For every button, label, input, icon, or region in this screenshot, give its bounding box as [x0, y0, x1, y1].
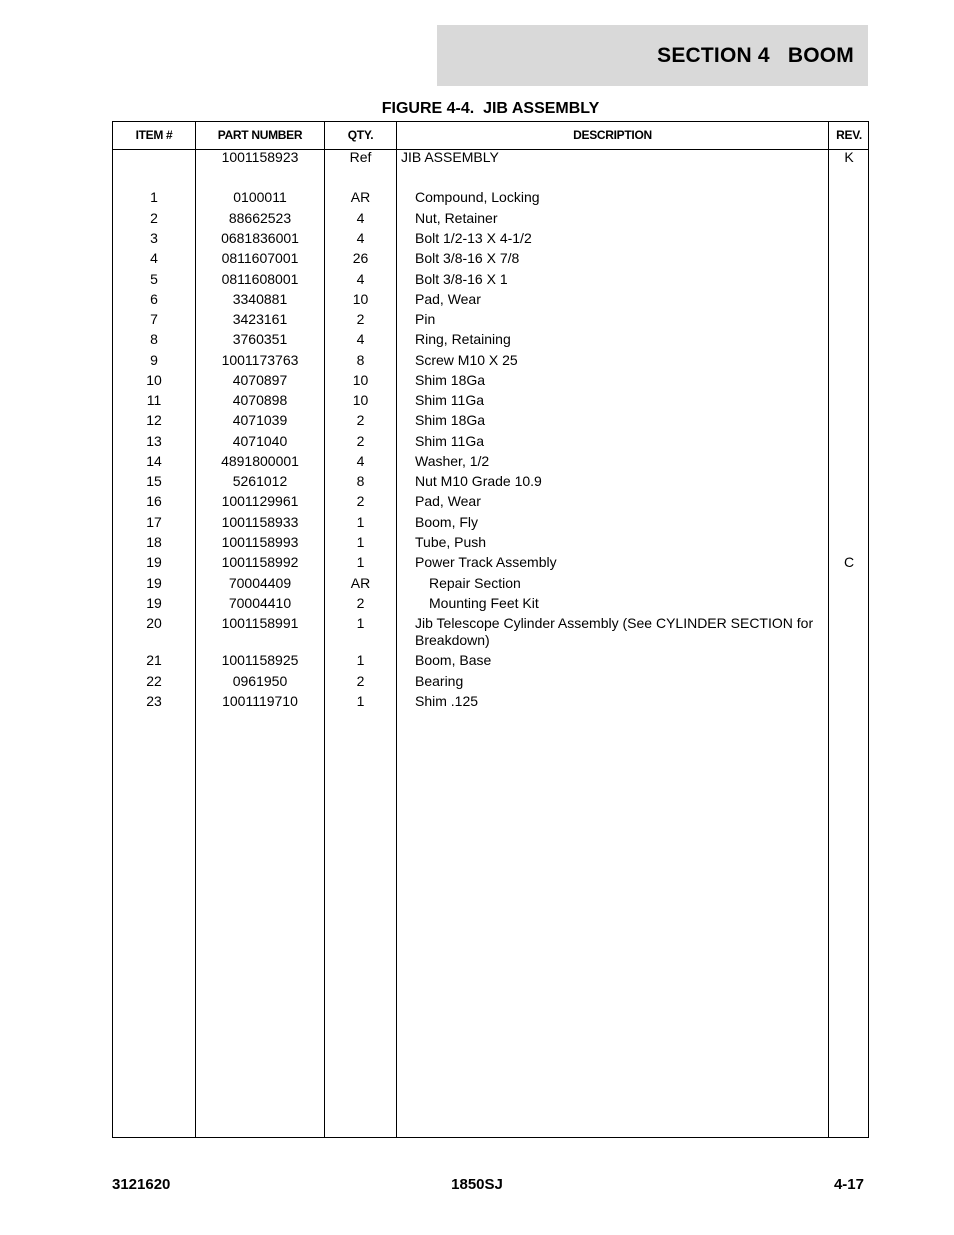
part-number: 1001158993: [221, 534, 299, 550]
item-number: 19: [146, 554, 162, 570]
item-number: 17: [146, 514, 162, 530]
quantity: 4: [356, 230, 365, 246]
quantity: Ref: [349, 149, 372, 165]
description: Bearing: [415, 673, 464, 689]
part-number: 0811607001: [221, 250, 299, 266]
description: Pad, Wear: [415, 493, 481, 509]
item-number: 19: [146, 595, 162, 611]
description: Compound, Locking: [415, 189, 540, 205]
item-number: 19: [146, 575, 162, 591]
quantity: 1: [356, 534, 365, 550]
item-number: 13: [146, 433, 162, 449]
section-title: SECTION 4 BOOM: [657, 43, 854, 67]
footer-page-number: 4-17: [833, 1176, 864, 1193]
description: Pin: [415, 311, 436, 327]
header-description: DESCRIPTION: [573, 128, 652, 142]
item-number: 18: [146, 534, 162, 550]
column-divider: [396, 122, 397, 1137]
description: Screw M10 X 25: [415, 352, 518, 368]
quantity: 10: [352, 372, 369, 388]
quantity: 2: [356, 595, 365, 611]
description: Nut, Retainer: [415, 210, 498, 226]
description: Bolt 1/2-13 X 4-1/2: [415, 230, 532, 246]
item-number: 2: [150, 210, 158, 226]
item-number: 22: [146, 673, 162, 689]
quantity: AR: [350, 575, 371, 591]
quantity: AR: [350, 189, 371, 205]
description: Pad, Wear: [415, 291, 481, 307]
description: Power Track Assembly: [415, 554, 557, 570]
quantity: 2: [356, 311, 365, 327]
item-number: 9: [150, 352, 158, 368]
part-number: 4070898: [232, 392, 288, 408]
quantity: 2: [356, 433, 365, 449]
header-item: ITEM #: [135, 128, 173, 142]
quantity: 10: [352, 291, 369, 307]
part-number: 4070897: [232, 372, 288, 388]
description: Nut M10 Grade 10.9: [415, 473, 542, 489]
revision: K: [844, 149, 854, 165]
part-number: 3340881: [232, 291, 288, 307]
item-number: 11: [146, 392, 162, 408]
description: Boom, Base: [415, 652, 492, 668]
description: Repair Section: [429, 575, 521, 591]
header-qty: QTY.: [347, 128, 374, 142]
part-number: 1001158923: [221, 149, 299, 165]
footer-doc-number: 3121620: [112, 1176, 171, 1193]
item-number: 14: [146, 453, 162, 469]
part-number: 4071039: [232, 412, 288, 428]
quantity: 4: [356, 453, 365, 469]
part-number: 1001158991: [221, 615, 299, 631]
description: Shim .125: [415, 693, 479, 709]
figure-title: FIGURE 4-4. JIB ASSEMBLY: [381, 100, 600, 117]
part-number: 4071040: [232, 433, 288, 449]
quantity: 2: [356, 493, 365, 509]
item-number: 6: [150, 291, 158, 307]
revision: C: [843, 554, 855, 570]
description: Bolt 3/8-16 X 7/8: [415, 250, 520, 266]
quantity: 2: [356, 412, 365, 428]
quantity: 1: [356, 693, 365, 709]
description: Shim 18Ga: [415, 372, 486, 388]
quantity: 4: [356, 271, 365, 287]
item-number: 10: [146, 372, 162, 388]
item-number: 4: [150, 250, 158, 266]
description: Shim 11Ga: [415, 433, 484, 449]
item-number: 20: [146, 615, 162, 631]
item-number: 8: [150, 331, 158, 347]
footer-model: 1850SJ: [451, 1176, 503, 1193]
part-number: 0100011: [233, 189, 287, 205]
description: Shim 18Ga: [415, 412, 486, 428]
part-number: 1001129961: [221, 493, 299, 509]
description: Jib Telescope Cylinder Assembly (See CYLINDER SECTION for Breakdown): [415, 615, 814, 648]
part-number: 1001119710: [222, 693, 298, 709]
item-number: 16: [146, 493, 162, 509]
part-number: 1001173763: [221, 352, 299, 368]
part-number: 1001158992: [221, 554, 299, 570]
quantity: 1: [356, 615, 365, 631]
parts-table: [112, 121, 869, 1138]
item-number: 7: [150, 311, 158, 327]
part-number: 3760351: [232, 331, 288, 347]
description: Shim 11Ga: [415, 392, 484, 408]
item-number: 21: [146, 652, 162, 668]
item-number: 23: [146, 693, 162, 709]
quantity: 1: [356, 652, 365, 668]
part-number: 3423161: [232, 311, 288, 327]
item-number: 12: [146, 412, 162, 428]
section-header: [437, 25, 868, 86]
quantity: 10: [352, 392, 369, 408]
quantity: 4: [356, 331, 365, 347]
description: Mounting Feet Kit: [429, 595, 539, 611]
item-number: 1: [150, 189, 158, 205]
item-number: 5: [150, 271, 158, 287]
quantity: 8: [356, 473, 365, 489]
part-number: 0681836001: [221, 230, 299, 246]
part-number: 0811608001: [221, 271, 299, 287]
item-number: 15: [146, 473, 162, 489]
description: Washer, 1/2: [415, 453, 490, 469]
description: Ring, Retaining: [415, 331, 511, 347]
quantity: 8: [356, 352, 365, 368]
part-number: 4891800001: [221, 453, 299, 469]
quantity: 1: [356, 554, 365, 570]
header-part-number: PART NUMBER: [217, 128, 303, 142]
part-number: 0961950: [232, 673, 288, 689]
quantity: 26: [352, 250, 369, 266]
description: Boom, Fly: [415, 514, 479, 530]
part-number: 1001158933: [221, 514, 299, 530]
item-number: 3: [150, 230, 158, 246]
quantity: 4: [356, 210, 365, 226]
part-number: 70004410: [228, 595, 292, 611]
part-number: 70004409: [228, 575, 292, 591]
description: Bolt 3/8-16 X 1: [415, 271, 508, 287]
quantity: 1: [356, 514, 365, 530]
description: Tube, Push: [415, 534, 487, 550]
description: JIB ASSEMBLY: [401, 149, 499, 165]
part-number: 5261012: [232, 473, 288, 489]
header-rev: REV.: [836, 128, 862, 142]
part-number: 88662523: [228, 210, 292, 226]
quantity: 2: [356, 673, 365, 689]
part-number: 1001158925: [221, 652, 299, 668]
